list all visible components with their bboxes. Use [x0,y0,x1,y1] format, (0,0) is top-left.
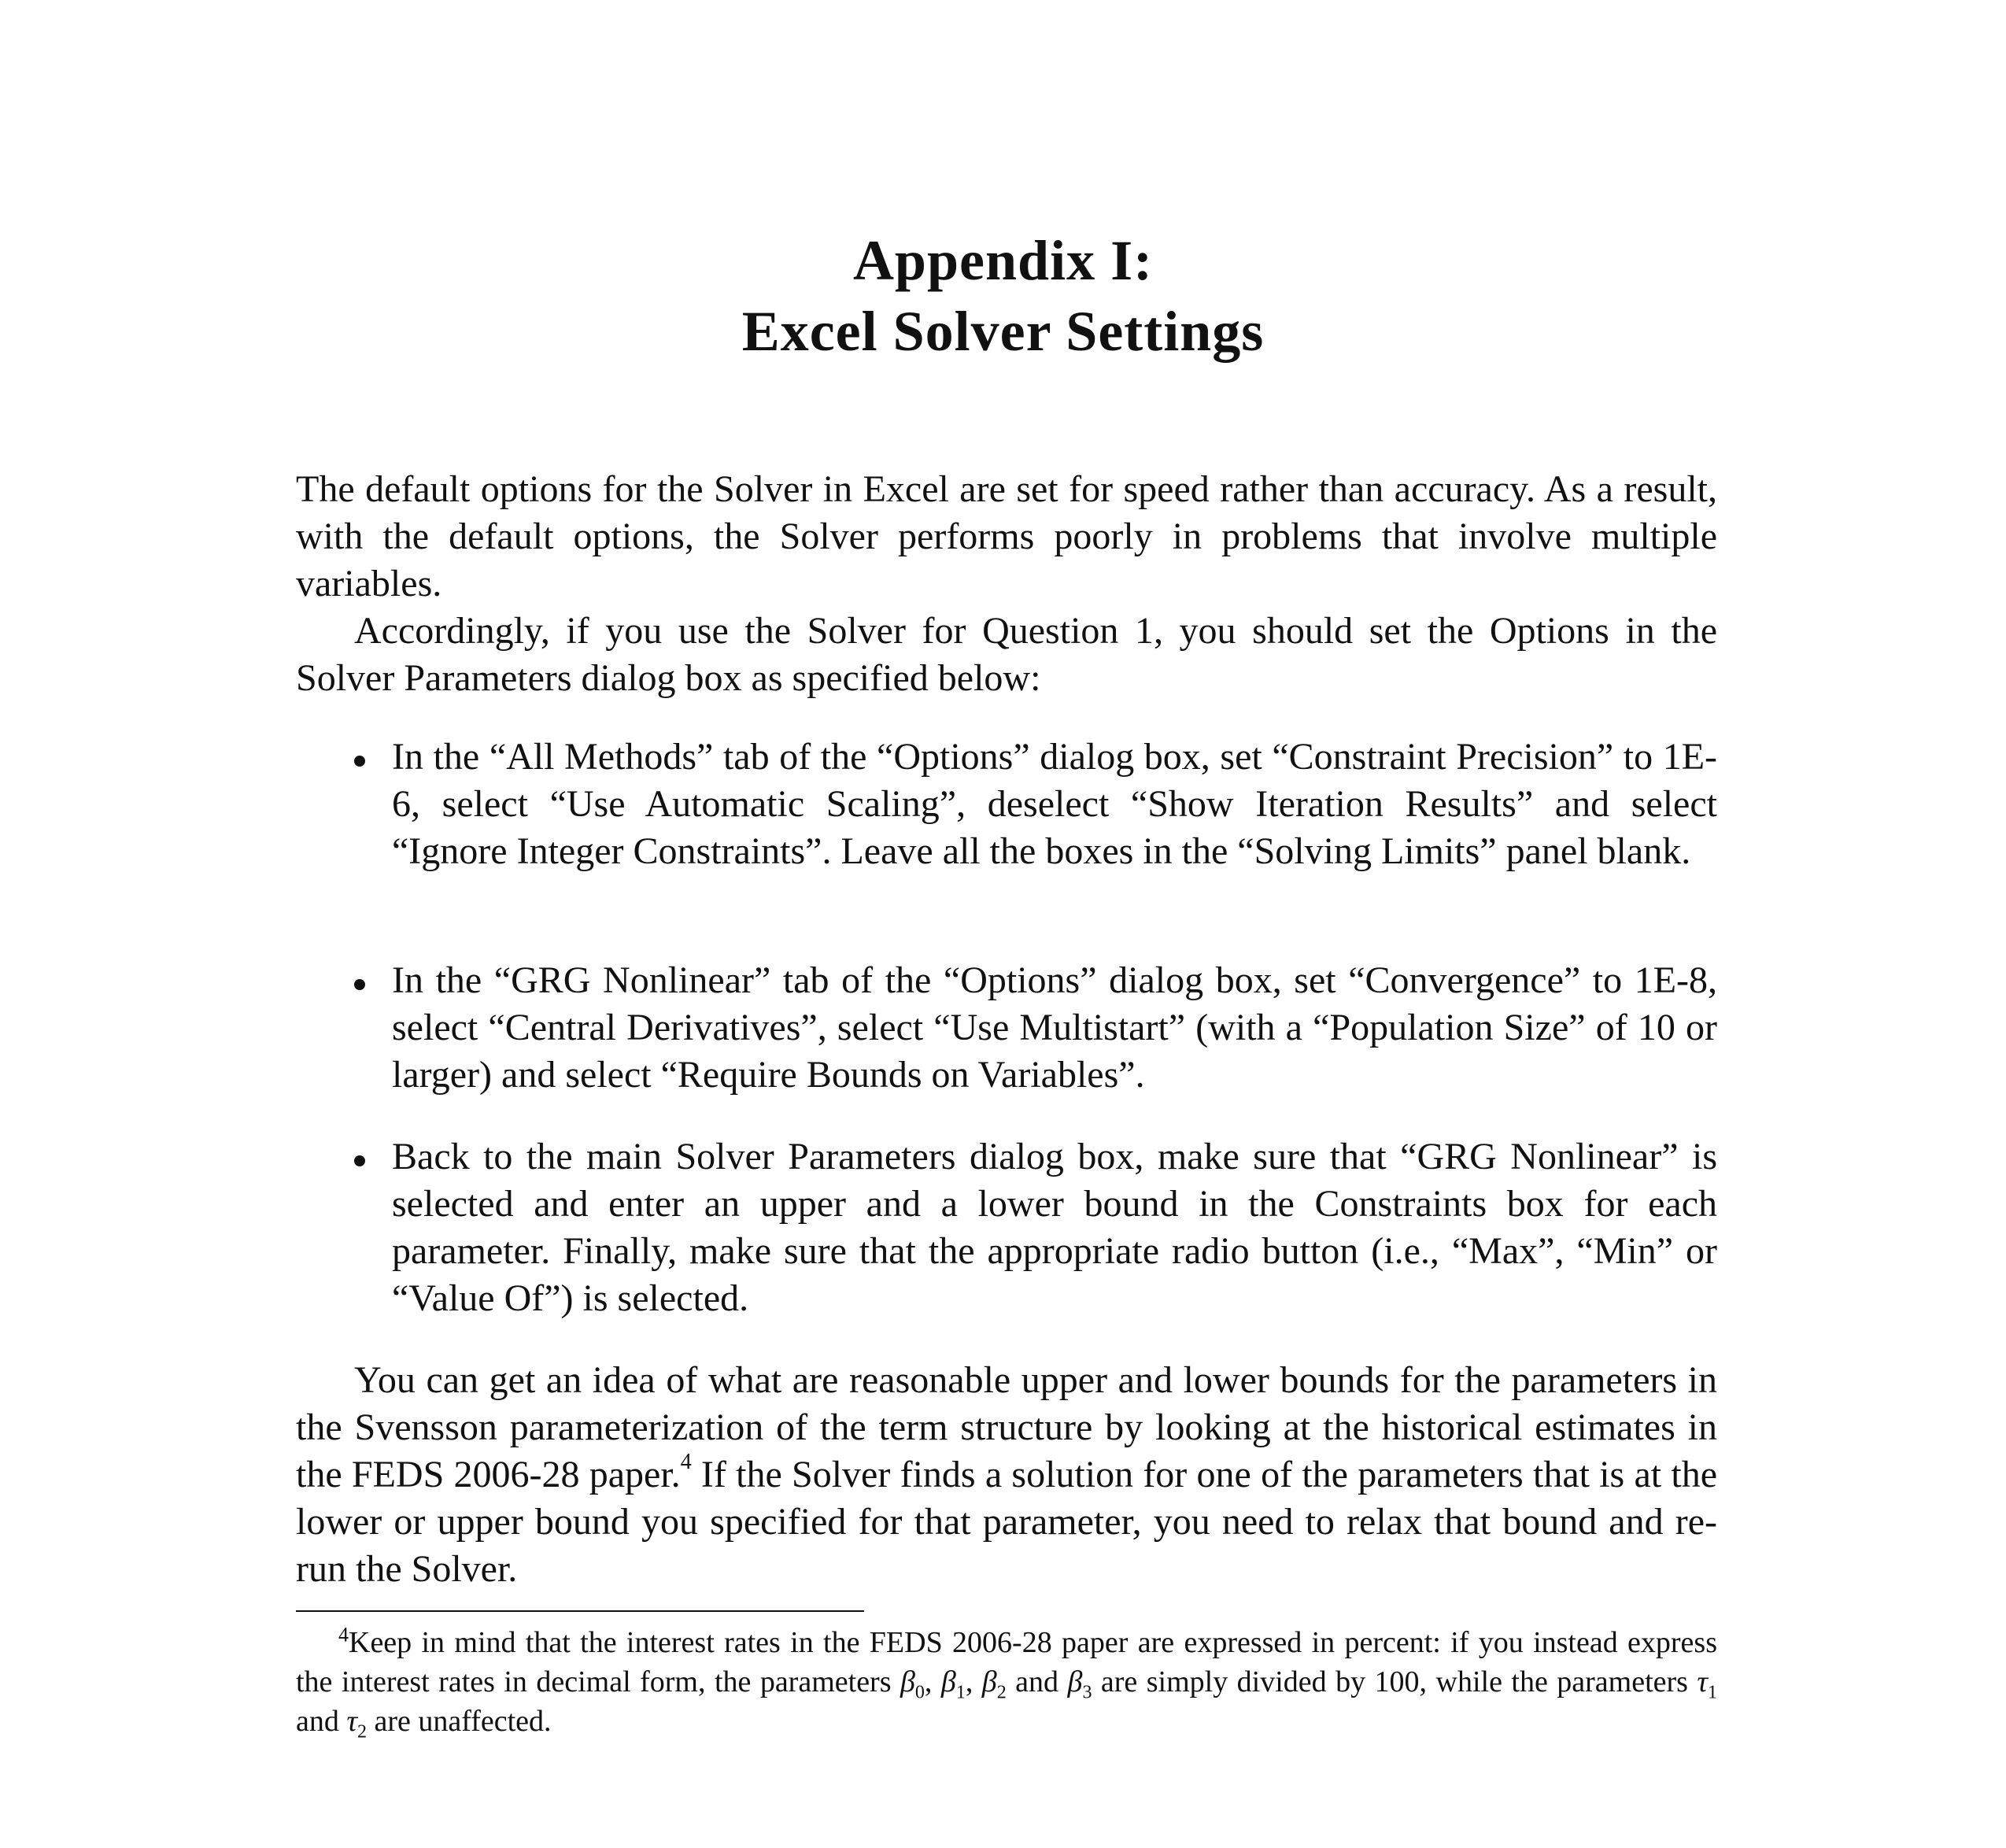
footnote-text-a: Keep in mind that the interest rates in the FEDS 2006-28 paper are expressed in percent: if you instead express the interest rates in decimal form, the parameters [296,1626,1717,1698]
bounds-paragraph-text-a: You can get an idea of what are reasonable upper and lower bounds for the parameters in the Svensson parameterization of the term structure by looking at the historical estimates in the FEDS 2006-28 paper. [296,1359,1717,1495]
footnote-text-b: are simply divided by 100, while the parameters [1092,1665,1698,1698]
bullet-icon [354,979,365,990]
tau-2-symbol: $\tau_2$ [346,1705,367,1743]
instructions-paragraph: Accordingly, if you use the Solver for Question 1, you should set the Options in the Solver Parameters dialog box as specified below: [296,610,1717,699]
footnote-sep: , [965,1665,982,1698]
bullet-icon [354,756,365,767]
beta-1-symbol: $\beta_1$ [940,1665,966,1703]
footnote-divider [296,1610,864,1612]
footnote-mark: 4 [338,1623,349,1647]
footnote-reference: 4 [680,1450,692,1474]
appendix-title-line-1: Appendix I: [852,229,1154,292]
bullet-text-all-methods: In the “All Methods” tab of the “Options” dialog box, set “Constraint Precision” to 1E-6, select “Use Automatic Scaling”, deselect “Show Iteration Results” and select “Ignore Integer Constraints”. Leave all the boxes in the “Solving Limits” panel blank. [392,736,1717,872]
bullet-icon [354,1155,365,1166]
appendix-title [0,225,2006,367]
footnote-and: and [1006,1665,1068,1698]
bounds-paragraph-text-b: If the Solver finds a solution for one of the parameters that is at the lower or upper bound you specified for that parameter, you need to relax that bound and re-run the Solver. [296,1454,1717,1590]
footnote-sep: , [924,1665,941,1698]
appendix-title-line-2: Excel Solver Settings [741,300,1265,363]
tau-1-symbol: $\tau_1$ [1697,1665,1718,1703]
intro-paragraph: The default options for the Solver in Excel are set for speed rather than accuracy. As a result, with the default options, the Solver performs poorly in problems that involve multiple variables. [296,468,1717,604]
beta-2-symbol: $\beta_2$ [981,1665,1007,1703]
footnote [296,1623,1717,1741]
beta-0-symbol: $\beta_0$ [900,1665,925,1703]
bullet-text-main-dialog: Back to the main Solver Parameters dialog box, make sure that “GRG Nonlinear” is selected and enter an upper and a lower bound in the Constraints box for each parameter. Finally, make sure that the appropriate radio button (i.e., “Max”, “Min” or “Value Of”) is selected. [392,1136,1717,1319]
footnote-and: and [296,1705,347,1738]
bullet-text-grg-nonlinear: In the “GRG Nonlinear” tab of the “Options” dialog box, set “Convergence” to 1E-8, select “Central Derivatives”, select “Use Multistart” (with a “Population Size” of 10 or larger) and select “Require Bounds on Variables”. [392,959,1717,1096]
bounds-paragraph [296,1357,1717,1593]
beta-3-symbol: $\beta_3$ [1067,1665,1092,1703]
footnote-text-c: are unaffected. [366,1705,552,1738]
